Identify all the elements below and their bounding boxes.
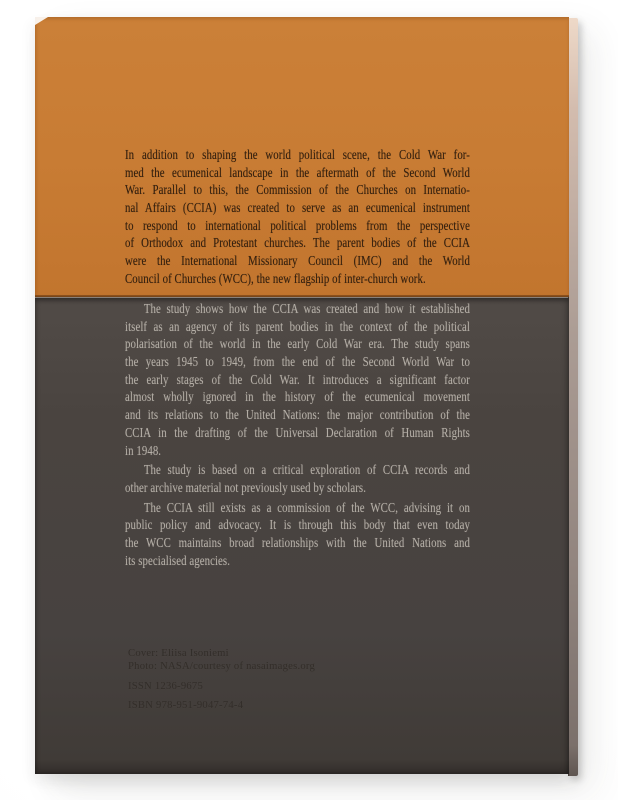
text-line: of Orthodox and Protestant churches. The parent bodies of the CCIA [125,235,470,251]
text-line: med the ecumenical landscape in the aftermath of the Second World [125,164,470,180]
text-line: War. Parallel to this, the Commission of the Churches on Internatio- [125,182,470,198]
text-line: the WCC maintains broad relationships with the United Nations and [125,534,470,550]
text-line: its specialised agencies. [125,552,230,568]
text-line: In addition to shaping the world political scene, the Cold War for- [125,147,470,162]
text-line: the early stages of the Cold War. It introduces a significant factor [125,371,470,387]
book-back-cover [35,17,569,774]
synopsis-text [125,300,470,569]
text-line: The study is based on a critical exploration of CCIA records and [143,462,470,478]
text-line: polarisation of the world in the early Cold War era. The study spans [125,336,470,352]
text-line: itself as an agency of its parent bodies in the context of the political [125,318,470,334]
text-line: to respond to international political problems from the perspective [125,217,470,233]
synopsis-paragraph-2 [125,461,470,496]
worn-corner [35,17,48,25]
synopsis-paragraph-1 [125,300,470,459]
issn-number: ISSN 1236-9675 [128,681,204,692]
text-line: the years 1945 to 1949, from the end of the Second World War to [125,354,470,370]
isbn-number: ISBN 978-951-9047-74-4 [128,700,244,711]
text-line: nal Affairs (CCIA) was created to serve as an ecumenical instrument [125,200,470,216]
text-line: in 1948. [125,442,162,458]
intro-paragraph [125,146,470,288]
text-line: The CCIA still exists as a commission of the WCC, advising it on [143,499,470,515]
text-line: Council of Churches (WCC), the new flagship of inter-church work. [125,270,426,286]
synopsis-paragraph-3 [125,499,470,570]
text-line: other archive material not previously used by scholars. [125,479,367,495]
book-page-edge [568,18,578,776]
text-line: public policy and advocacy. It is through this body that even today [125,517,470,533]
text-line: were the International Missionary Council (IMC) and the World [125,253,470,269]
text-line: almost wholly ignored in the history of the ecumenical movement [125,389,470,405]
cover-top-orange-panel [35,17,569,297]
photo-credit: Photo: NASA/courtesy of nasaimages.org [128,660,316,672]
credits-block [128,648,428,713]
cover-bottom-dark-panel [35,298,569,774]
text-line: The study shows how the CCIA was created and how it established [143,301,470,316]
text-line: CCIA in the drafting of the Universal Declaration of Human Rights [125,424,470,440]
text-line: and its relations to the United Nations: the major contribution of the [125,407,470,423]
cover-credit: Cover: Eliisa Isoniemi [128,648,229,659]
